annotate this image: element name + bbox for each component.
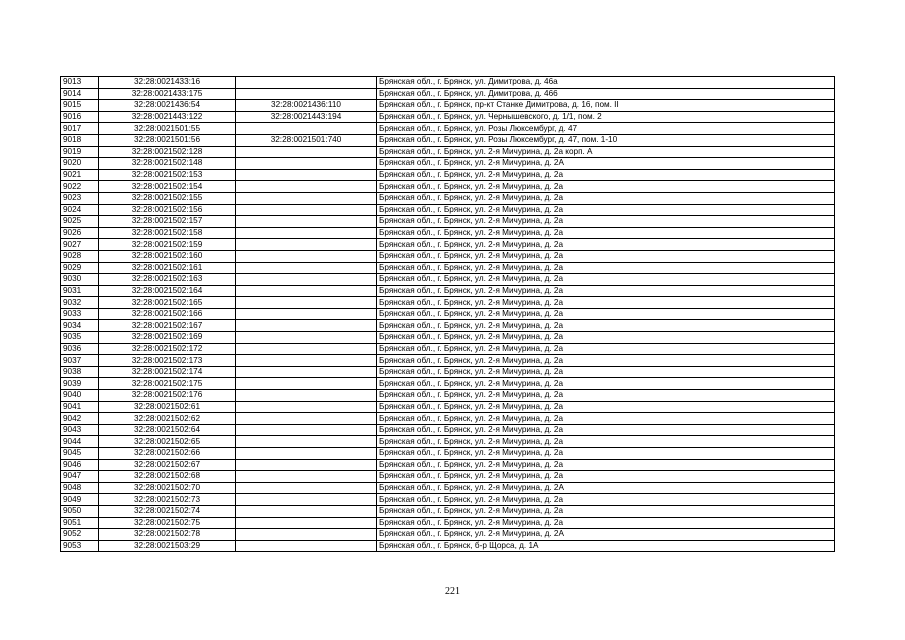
row-number-cell: 9013 (61, 77, 99, 89)
related-cadastral-number-cell (236, 239, 377, 251)
table-row (61, 134, 835, 146)
address-cell: Брянская обл., г. Брянск, ул. 2-я Мичурина, д. 2а (377, 308, 835, 320)
related-cadastral-number-cell (236, 448, 377, 460)
row-number-cell: 9023 (61, 192, 99, 204)
cadastral-number-cell: 32:28:0021433:16 (99, 77, 236, 89)
table-row (61, 378, 835, 390)
related-cadastral-number-cell (236, 355, 377, 367)
cadastral-number-cell: 32:28:0021502:66 (99, 448, 236, 460)
cadastral-number-cell: 32:28:0021502:163 (99, 274, 236, 286)
address-cell: Брянская обл., г. Брянск, ул. 2-я Мичурина, д. 2а (377, 448, 835, 460)
row-number-cell: 9043 (61, 424, 99, 436)
row-number-cell: 9040 (61, 390, 99, 402)
cadastral-number-cell: 32:28:0021502:174 (99, 366, 236, 378)
cadastral-number-cell: 32:28:0021502:164 (99, 285, 236, 297)
table-row (61, 320, 835, 332)
cadastral-number-cell: 32:28:0021502:78 (99, 529, 236, 541)
table-row (61, 262, 835, 274)
cadastral-number-cell: 32:28:0021502:128 (99, 146, 236, 158)
address-cell: Брянская обл., г. Брянск, ул. Чернышевского, д. 1/1, пом. 2 (377, 111, 835, 123)
address-cell: Брянская обл., г. Брянск, ул. 2-я Мичурина, д. 2а (377, 390, 835, 402)
row-number-cell: 9032 (61, 297, 99, 309)
cadastral-number-cell: 32:28:0021436:54 (99, 100, 236, 112)
cadastral-number-cell: 32:28:0021502:148 (99, 158, 236, 170)
table-row (61, 448, 835, 460)
cadastral-number-cell: 32:28:0021502:175 (99, 378, 236, 390)
related-cadastral-number-cell (236, 262, 377, 274)
related-cadastral-number-cell (236, 123, 377, 135)
address-cell: Брянская обл., г. Брянск, ул. 2-я Мичурина, д. 2А (377, 482, 835, 494)
row-number-cell: 9038 (61, 366, 99, 378)
table-row (61, 517, 835, 529)
address-cell: Брянская обл., г. Брянск, ул. 2-я Мичурина, д. 2а (377, 413, 835, 425)
row-number-cell: 9022 (61, 181, 99, 193)
cadastral-number-cell: 32:28:0021502:157 (99, 216, 236, 228)
table-row (61, 540, 835, 552)
table-row (61, 343, 835, 355)
address-cell: Брянская обл., г. Брянск, ул. 2-я Мичурина, д. 2а (377, 250, 835, 262)
row-number-cell: 9021 (61, 169, 99, 181)
cadastral-number-cell: 32:28:0021502:62 (99, 413, 236, 425)
table-row (61, 227, 835, 239)
table-row (61, 332, 835, 344)
row-number-cell: 9037 (61, 355, 99, 367)
address-cell: Брянская обл., г. Брянск, ул. Димитрова, д. 466 (377, 88, 835, 100)
cadastral-number-cell: 32:28:0021502:159 (99, 239, 236, 251)
cadastral-number-cell: 32:28:0021502:70 (99, 482, 236, 494)
related-cadastral-number-cell (236, 529, 377, 541)
address-cell: Брянская обл., г. Брянск, ул. 2-я Мичурина, д. 2а (377, 424, 835, 436)
row-number-cell: 9036 (61, 343, 99, 355)
related-cadastral-number-cell (236, 320, 377, 332)
related-cadastral-number-cell (236, 169, 377, 181)
address-cell: Брянская обл., г. Брянск, б-р Щорса, д. 1А (377, 540, 835, 552)
cadastral-number-cell: 32:28:0021502:176 (99, 390, 236, 402)
cadastral-number-cell: 32:28:0021501:55 (99, 123, 236, 135)
cadastral-number-cell: 32:28:0021502:155 (99, 192, 236, 204)
address-cell: Брянская обл., г. Брянск, ул. 2-я Мичурина, д. 2а корп. А (377, 146, 835, 158)
cadastral-number-cell: 32:28:0021502:158 (99, 227, 236, 239)
table-row (61, 192, 835, 204)
cadastral-number-cell: 32:28:0021502:61 (99, 401, 236, 413)
row-number-cell: 9024 (61, 204, 99, 216)
row-number-cell: 9016 (61, 111, 99, 123)
related-cadastral-number-cell (236, 494, 377, 506)
address-cell: Брянская обл., г. Брянск, ул. 2-я Мичурина, д. 2а (377, 436, 835, 448)
related-cadastral-number-cell (236, 181, 377, 193)
related-cadastral-number-cell (236, 366, 377, 378)
row-number-cell: 9049 (61, 494, 99, 506)
table-row (61, 494, 835, 506)
cadastral-number-cell: 32:28:0021502:160 (99, 250, 236, 262)
page-number: 221 (445, 586, 460, 597)
related-cadastral-number-cell (236, 308, 377, 320)
related-cadastral-number-cell (236, 227, 377, 239)
related-cadastral-number-cell: 32:28:0021443:194 (236, 111, 377, 123)
address-cell: Брянская обл., г. Брянск, ул. 2-я Мичурина, д. 2а (377, 332, 835, 344)
row-number-cell: 9035 (61, 332, 99, 344)
address-cell: Брянская обл., г. Брянск, ул. 2-я Мичурина, д. 2а (377, 517, 835, 529)
table-row (61, 158, 835, 170)
related-cadastral-number-cell (236, 459, 377, 471)
address-cell: Брянская обл., г. Брянск, ул. 2-я Мичурина, д. 2а (377, 274, 835, 286)
address-cell: Брянская обл., г. Брянск, ул. 2-я Мичурина, д. 2а (377, 169, 835, 181)
row-number-cell: 9017 (61, 123, 99, 135)
row-number-cell: 9031 (61, 285, 99, 297)
cadastral-number-cell: 32:28:0021502:67 (99, 459, 236, 471)
related-cadastral-number-cell (236, 192, 377, 204)
cadastral-number-cell: 32:28:0021502:73 (99, 494, 236, 506)
address-cell: Брянская обл., г. Брянск, ул. 2-я Мичурина, д. 2а (377, 216, 835, 228)
row-number-cell: 9020 (61, 158, 99, 170)
related-cadastral-number-cell (236, 88, 377, 100)
row-number-cell: 9039 (61, 378, 99, 390)
related-cadastral-number-cell (236, 482, 377, 494)
address-cell: Брянская обл., г. Брянск, ул. 2-я Мичурина, д. 2а (377, 227, 835, 239)
table-row (61, 285, 835, 297)
table-row (61, 308, 835, 320)
cadastral-number-cell: 32:28:0021502:74 (99, 505, 236, 517)
cadastral-number-cell: 32:28:0021502:65 (99, 436, 236, 448)
row-number-cell: 9015 (61, 100, 99, 112)
table-row (61, 77, 835, 89)
cadastral-number-cell: 32:28:0021502:153 (99, 169, 236, 181)
related-cadastral-number-cell (236, 332, 377, 344)
address-cell: Брянская обл., г. Брянск, ул. 2-я Мичурина, д. 2а (377, 355, 835, 367)
table-row (61, 274, 835, 286)
cadastral-number-cell: 32:28:0021502:172 (99, 343, 236, 355)
row-number-cell: 9050 (61, 505, 99, 517)
table-row (61, 459, 835, 471)
cadastral-number-cell: 32:28:0021502:64 (99, 424, 236, 436)
address-cell: Брянская обл., г. Брянск, ул. 2-я Мичурина, д. 2а (377, 239, 835, 251)
address-cell: Брянская обл., г. Брянск, пр-кт Станке Димитрова, д. 16, пом. II (377, 100, 835, 112)
address-cell: Брянская обл., г. Брянск, ул. 2-я Мичурина, д. 2а (377, 378, 835, 390)
row-number-cell: 9014 (61, 88, 99, 100)
row-number-cell: 9046 (61, 459, 99, 471)
address-cell: Брянская обл., г. Брянск, ул. Розы Люксембург, д. 47 (377, 123, 835, 135)
related-cadastral-number-cell: 32:28:0021436:110 (236, 100, 377, 112)
cadastral-number-cell: 32:28:0021502:75 (99, 517, 236, 529)
table-row (61, 100, 835, 112)
table-row (61, 88, 835, 100)
address-cell: Брянская обл., г. Брянск, ул. 2-я Мичурина, д. 2А (377, 158, 835, 170)
row-number-cell: 9025 (61, 216, 99, 228)
row-number-cell: 9028 (61, 250, 99, 262)
related-cadastral-number-cell (236, 285, 377, 297)
row-number-cell: 9029 (61, 262, 99, 274)
registry-table-body (61, 77, 835, 552)
row-number-cell: 9026 (61, 227, 99, 239)
address-cell: Брянская обл., г. Брянск, ул. 2-я Мичурина, д. 2А (377, 529, 835, 541)
address-cell: Брянская обл., г. Брянск, ул. 2-я Мичурина, д. 2а (377, 471, 835, 483)
row-number-cell: 9034 (61, 320, 99, 332)
address-cell: Брянская обл., г. Брянск, ул. 2-я Мичурина, д. 2а (377, 297, 835, 309)
table-row (61, 471, 835, 483)
cadastral-number-cell: 32:28:0021502:173 (99, 355, 236, 367)
table-row (61, 250, 835, 262)
cadastral-number-cell: 32:28:0021502:156 (99, 204, 236, 216)
address-cell: Брянская обл., г. Брянск, ул. 2-я Мичурина, д. 2а (377, 181, 835, 193)
table-row (61, 297, 835, 309)
related-cadastral-number-cell (236, 401, 377, 413)
row-number-cell: 9045 (61, 448, 99, 460)
cadastral-number-cell: 32:28:0021502:169 (99, 332, 236, 344)
address-cell: Брянская обл., г. Брянск, ул. 2-я Мичурина, д. 2а (377, 192, 835, 204)
row-number-cell: 9018 (61, 134, 99, 146)
address-cell: Брянская обл., г. Брянск, ул. 2-я Мичурина, д. 2а (377, 366, 835, 378)
table-row (61, 366, 835, 378)
table-row (61, 216, 835, 228)
related-cadastral-number-cell (236, 297, 377, 309)
table-row (61, 482, 835, 494)
table-row (61, 146, 835, 158)
cadastral-number-cell: 32:28:0021503:29 (99, 540, 236, 552)
row-number-cell: 9044 (61, 436, 99, 448)
related-cadastral-number-cell (236, 413, 377, 425)
address-cell: Брянская обл., г. Брянск, ул. Димитрова, д. 46а (377, 77, 835, 89)
related-cadastral-number-cell (236, 274, 377, 286)
address-cell: Брянская обл., г. Брянск, ул. 2-я Мичурина, д. 2а (377, 505, 835, 517)
cadastral-number-cell: 32:28:0021502:165 (99, 297, 236, 309)
row-number-cell: 9027 (61, 239, 99, 251)
row-number-cell: 9053 (61, 540, 99, 552)
table-row (61, 181, 835, 193)
row-number-cell: 9042 (61, 413, 99, 425)
address-cell: Брянская обл., г. Брянск, ул. 2-я Мичурина, д. 2а (377, 343, 835, 355)
related-cadastral-number-cell (236, 390, 377, 402)
address-cell: Брянская обл., г. Брянск, ул. 2-я Мичурина, д. 2а (377, 262, 835, 274)
table-row (61, 239, 835, 251)
address-cell: Брянская обл., г. Брянск, ул. 2-я Мичурина, д. 2а (377, 204, 835, 216)
table-row (61, 123, 835, 135)
cadastral-number-cell: 32:28:0021502:68 (99, 471, 236, 483)
related-cadastral-number-cell (236, 540, 377, 552)
cadastral-number-cell: 32:28:0021502:167 (99, 320, 236, 332)
related-cadastral-number-cell: 32:28:0021501:740 (236, 134, 377, 146)
related-cadastral-number-cell (236, 204, 377, 216)
table-row (61, 169, 835, 181)
related-cadastral-number-cell (236, 250, 377, 262)
registry-table (60, 76, 835, 552)
cadastral-number-cell: 32:28:0021433:175 (99, 88, 236, 100)
row-number-cell: 9041 (61, 401, 99, 413)
cadastral-number-cell: 32:28:0021502:161 (99, 262, 236, 274)
table-row (61, 390, 835, 402)
table-row (61, 529, 835, 541)
row-number-cell: 9051 (61, 517, 99, 529)
table-row (61, 436, 835, 448)
related-cadastral-number-cell (236, 146, 377, 158)
address-cell: Брянская обл., г. Брянск, ул. 2-я Мичурина, д. 2а (377, 401, 835, 413)
address-cell: Брянская обл., г. Брянск, ул. Розы Люксембург, д. 47, пом. 1-10 (377, 134, 835, 146)
address-cell: Брянская обл., г. Брянск, ул. 2-я Мичурина, д. 2а (377, 459, 835, 471)
cadastral-number-cell: 32:28:0021502:154 (99, 181, 236, 193)
table-row (61, 111, 835, 123)
related-cadastral-number-cell (236, 158, 377, 170)
cadastral-number-cell: 32:28:0021443:122 (99, 111, 236, 123)
related-cadastral-number-cell (236, 471, 377, 483)
related-cadastral-number-cell (236, 424, 377, 436)
address-cell: Брянская обл., г. Брянск, ул. 2-я Мичурина, д. 2а (377, 285, 835, 297)
related-cadastral-number-cell (236, 436, 377, 448)
related-cadastral-number-cell (236, 77, 377, 89)
table-row (61, 401, 835, 413)
cadastral-number-cell: 32:28:0021501:56 (99, 134, 236, 146)
related-cadastral-number-cell (236, 505, 377, 517)
row-number-cell: 9047 (61, 471, 99, 483)
row-number-cell: 9048 (61, 482, 99, 494)
related-cadastral-number-cell (236, 517, 377, 529)
related-cadastral-number-cell (236, 378, 377, 390)
table-row (61, 505, 835, 517)
cadastral-number-cell: 32:28:0021502:166 (99, 308, 236, 320)
related-cadastral-number-cell (236, 343, 377, 355)
table-row (61, 424, 835, 436)
table-row (61, 355, 835, 367)
table-row (61, 204, 835, 216)
table-row (61, 413, 835, 425)
address-cell: Брянская обл., г. Брянск, ул. 2-я Мичурина, д. 2а (377, 494, 835, 506)
row-number-cell: 9033 (61, 308, 99, 320)
related-cadastral-number-cell (236, 216, 377, 228)
address-cell: Брянская обл., г. Брянск, ул. 2-я Мичурина, д. 2а (377, 320, 835, 332)
row-number-cell: 9052 (61, 529, 99, 541)
row-number-cell: 9030 (61, 274, 99, 286)
row-number-cell: 9019 (61, 146, 99, 158)
